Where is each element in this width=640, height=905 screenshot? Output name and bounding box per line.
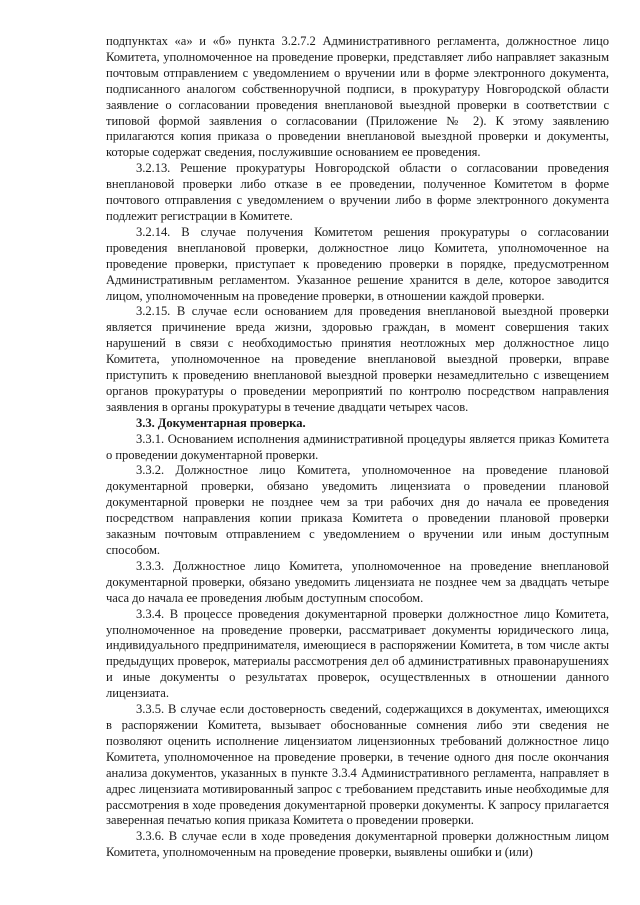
paragraph-continuation: подпунктах «а» и «б» пункта 3.2.7.2 Административного регламента, должностное лицо Комитета, уполномоченное на проведение проверки, представляет либо направляет заказным почтовым отправлением с уведомлением о вручении или в форме электронного документа, подписанного аналогом собственноручной подписи, в прокуратуру Новгородской области заявление о согласовании проведения внеплановой выездной проверки в соответствии с типовой формой заявления о согласовании (Приложение № 2). К этому заявлению прилагаются копия приказа о проведении внеплановой выездной проверки и документы, которые содержат сведения, послужившие основанием ее проведения.	[106, 34, 609, 160]
paragraph-3-3-1: 3.3.1. Основанием исполнения административной процедуры является приказ Комитета о проведении документарной проверки.	[106, 431, 609, 462]
document-body	[106, 34, 609, 861]
paragraph-3-3-4: 3.3.4. В процессе проведения документарной проверки должностное лицо Комитета, уполномоченное на проведение проверки, рассматривает документы юридического лица, индивидуального предпринимателя, имеющиеся в распоряжении Комитета, в том числе акты предыдущих проверок, материалы рассмотрения дел об административных правонарушениях и иные документы о результатах проверок, осуществленных в отношении данного лицензиата.	[106, 606, 609, 701]
paragraph-3-3-2: 3.3.2. Должностное лицо Комитета, уполномоченное на проведение плановой документарной проверки, обязано уведомить лицензиата о проведении плановой документарной проверки не позднее чем за три рабочих дня до начала ее проведения посредством направления копии приказа Комитета о проведении плановой проверки заказным почтовым отправлением с уведомлением о вручении или иным доступным способом.	[106, 463, 609, 557]
paragraph-3-2-14: 3.2.14. В случае получения Комитетом решения прокуратуры о согласовании проведения внеплановой проверки, должностное лицо Комитета, уполномоченное на проведение проверки, приступает к проведению проверки в порядке, предусмотренном Административным регламентом. Указанное решение хранится в деле, которое заводится лицом, уполномоченным на проведение проверки, в отношении каждой проверки.	[106, 224, 609, 303]
paragraph-3-2-15: 3.2.15. В случае если основанием для проведения внеплановой выездной проверки является причинение вреда жизни, здоровью граждан, в момент совершения таких нарушений в связи с необходимостью принятия неотложных мер должностное лицо Комитета, уполномоченное на проведение внеплановой выездной проверки, вправе приступить к проведению внеплановой выездной проверки незамедлительно с извещением органов прокуратуры о проведении мероприятий по контролю посредством направления заявления в органы прокуратуры в течение двадцати четырех часов.	[106, 304, 609, 414]
paragraph-3-3-6: 3.3.6. В случае если в ходе проведения документарной проверки должностным лицом Комитета, уполномоченным на проведение проверки, выявлены ошибки и (или)	[106, 829, 609, 860]
paragraph-3-2-13: 3.2.13. Решение прокуратуры Новгородской области о согласовании проведения внеплановой проверки либо отказе в ее проведении, полученное Комитетом в форме почтового отправления с уведомлением о вручении либо в форме электронного документа подлежит регистрации в Комитете.	[106, 161, 609, 223]
paragraph-3-3-5: 3.3.5. В случае если достоверность сведений, содержащихся в документах, имеющихся в распоряжении Комитета, вызывает обоснованные сомнения либо эти сведения не позволяют оценить исполнение лицензиатом лицензионных требований должностное лицо Комитета, уполномоченное на проведение проверки, в течение одного дня после окончания анализа документов, указанных в пункте 3.3.4 Административного регламента, направляет в адрес лицензиата мотивированный запрос с требованием представить иные необходимые для рассмотрения в ходе проведения документарной проверки документы. К запросу прилагается заверенная печатью копия приказа Комитета о проведении проверки.	[106, 702, 609, 828]
section-heading-3-3: 3.3. Документарная проверка.	[136, 415, 306, 430]
paragraph-3-3-3: 3.3.3. Должностное лицо Комитета, уполномоченное на проведение внеплановой документарной проверки, обязано уведомить лицензиата не позднее чем за двадцать четыре часа до начала ее проведения любым доступным способом.	[106, 558, 609, 605]
